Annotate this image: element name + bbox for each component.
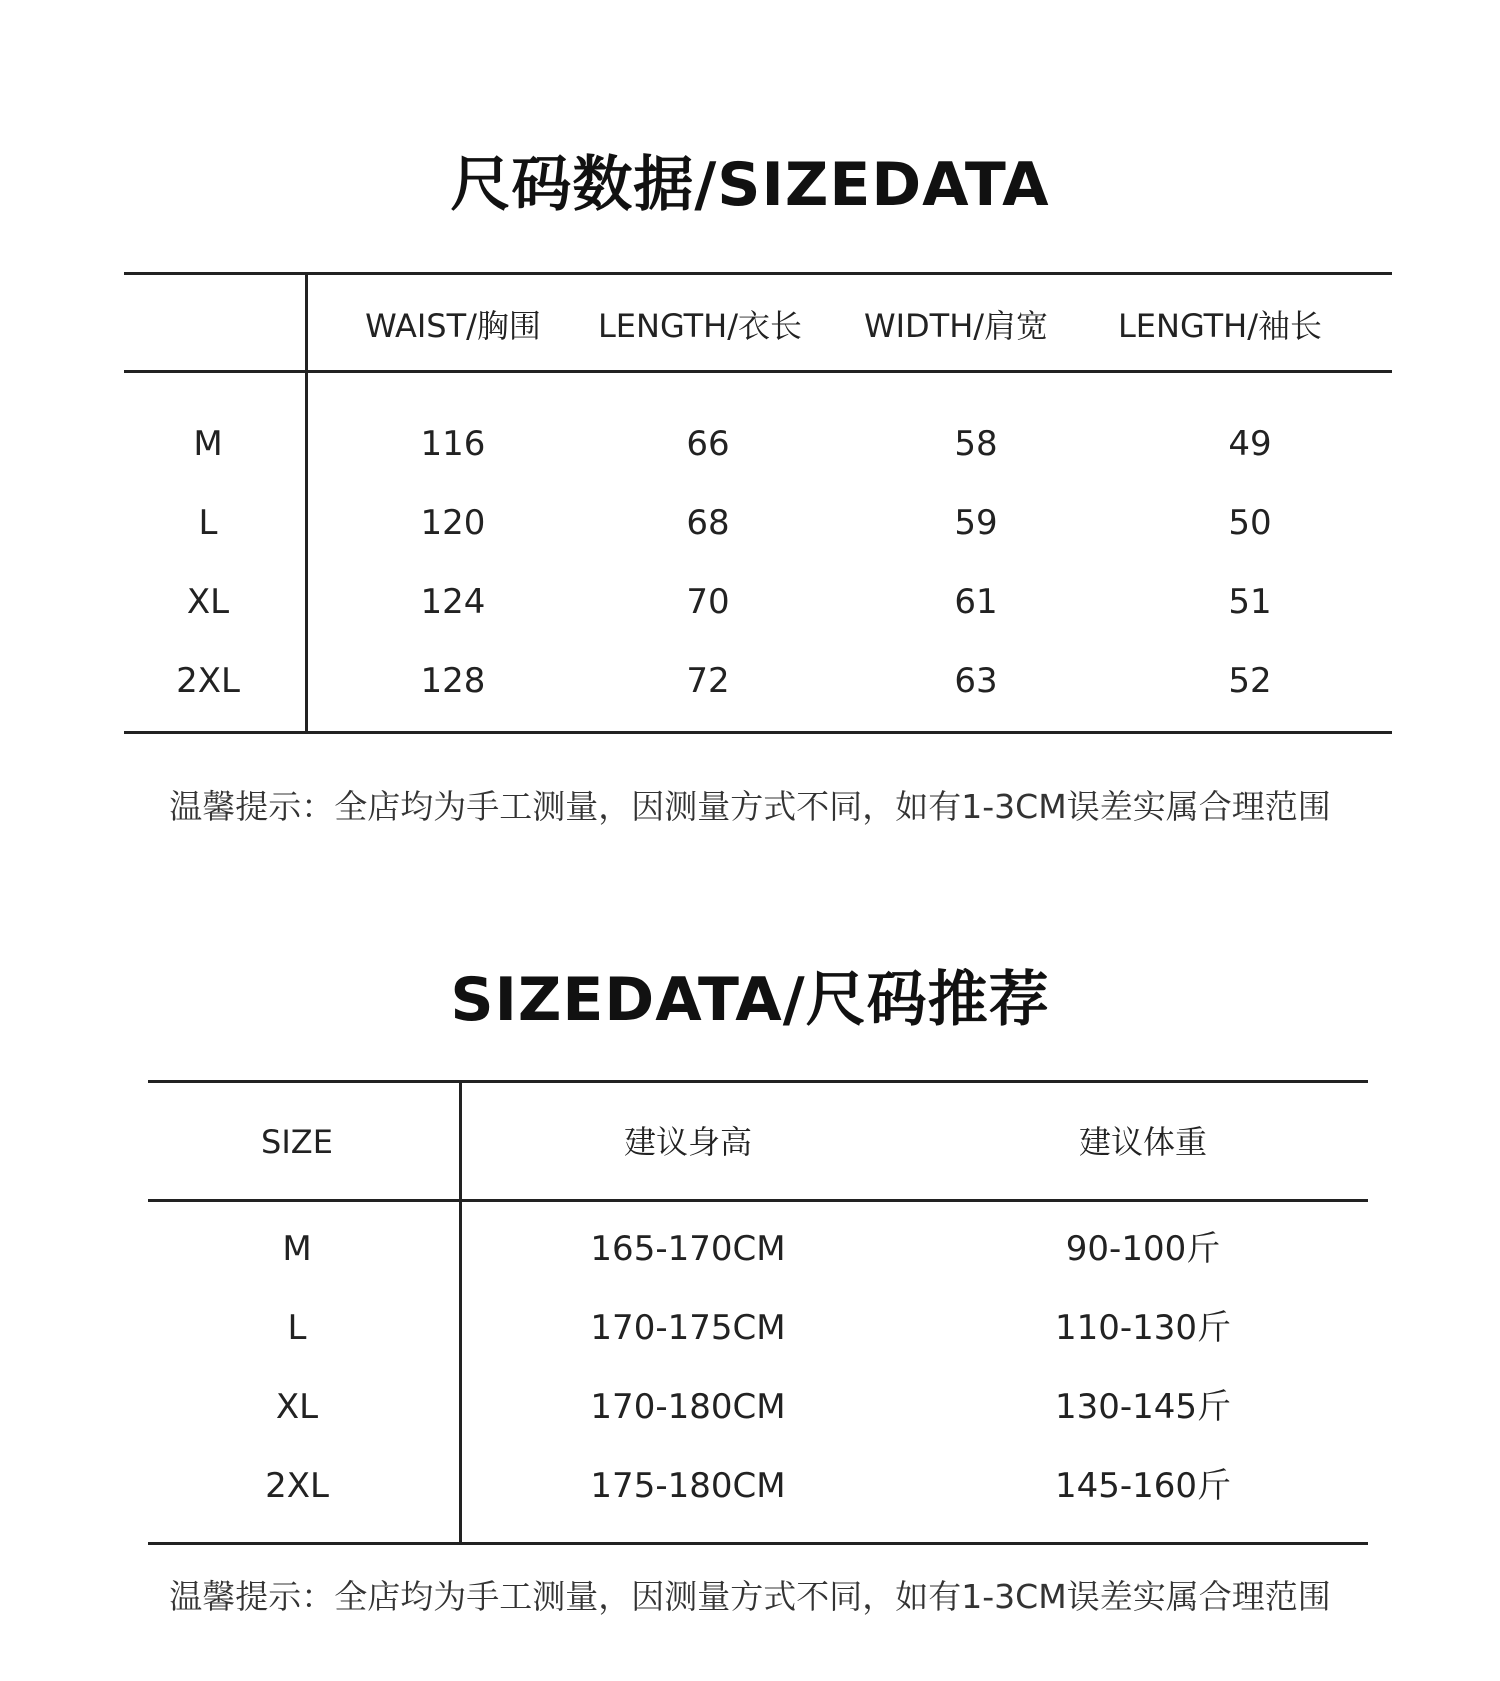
table2-size-cell: XL xyxy=(275,1387,319,1427)
table1-cell: 49 xyxy=(1228,424,1272,464)
table1-size-cell: 2XL xyxy=(176,661,240,701)
table2-bottom-rule xyxy=(148,1542,1368,1545)
table1-cell: 61 xyxy=(954,582,998,622)
table2-height-cell: 165-170CM xyxy=(590,1229,786,1269)
table1-bottom-rule xyxy=(124,731,1392,734)
size-data-title: 尺码数据/SIZEDATA xyxy=(450,150,1050,220)
table2-weight-cell: 110-130斤 xyxy=(1054,1308,1232,1348)
table1-cell: 128 xyxy=(420,661,486,701)
measurement-note: 温馨提示：全店均为手工测量，因测量方式不同，如有1-3CM误差实属合理范围 xyxy=(169,1577,1331,1616)
table2-size-cell: 2XL xyxy=(265,1466,329,1506)
table1-header-cell: WAIST/胸围 xyxy=(365,307,541,345)
table1-cell: 52 xyxy=(1228,661,1272,701)
table1-cell: 124 xyxy=(420,582,486,622)
table2-weight-cell: 90-100斤 xyxy=(1065,1229,1221,1269)
table2-header-rule xyxy=(148,1199,1368,1202)
table1-cell: 51 xyxy=(1228,582,1272,622)
table1-top-rule xyxy=(124,272,1392,275)
table1-cell: 66 xyxy=(686,424,730,464)
table1-header-cell: LENGTH/衣长 xyxy=(597,307,803,345)
table1-cell: 70 xyxy=(686,582,730,622)
table2-size-cell: M xyxy=(282,1229,312,1269)
table1-column-divider xyxy=(305,272,308,734)
table2-height-cell: 170-175CM xyxy=(590,1308,786,1348)
table1-header-rule xyxy=(124,370,1392,373)
table1-size-cell: M xyxy=(193,424,223,464)
table1-cell: 120 xyxy=(420,503,486,543)
table2-weight-cell: 130-145斤 xyxy=(1054,1387,1232,1427)
table2-column-divider xyxy=(459,1080,462,1545)
table2-header-cell: SIZE xyxy=(261,1123,333,1161)
table1-header-cell: LENGTH/袖长 xyxy=(1117,307,1323,345)
table1-cell: 68 xyxy=(686,503,730,543)
table1-size-cell: L xyxy=(198,503,218,543)
table2-size-cell: L xyxy=(287,1308,307,1348)
table1-cell: 63 xyxy=(954,661,998,701)
table1-cell: 116 xyxy=(420,424,486,464)
size-recommendation-title: SIZEDATA/尺码推荐 xyxy=(450,965,1050,1035)
table1-cell: 59 xyxy=(954,503,998,543)
measurement-note: 温馨提示：全店均为手工测量，因测量方式不同，如有1-3CM误差实属合理范围 xyxy=(169,787,1331,826)
table2-weight-cell: 145-160斤 xyxy=(1054,1466,1232,1506)
table2-top-rule xyxy=(148,1080,1368,1083)
table1-cell: 58 xyxy=(954,424,998,464)
table2-header-cell: 建议体重 xyxy=(1078,1123,1208,1161)
table1-cell: 50 xyxy=(1228,503,1272,543)
table1-cell: 72 xyxy=(686,661,730,701)
table2-height-cell: 175-180CM xyxy=(590,1466,786,1506)
table2-header-cell: 建议身高 xyxy=(623,1123,753,1161)
table1-header-cell: WIDTH/肩宽 xyxy=(863,307,1049,345)
table2-height-cell: 170-180CM xyxy=(590,1387,786,1427)
table1-size-cell: XL xyxy=(186,582,230,622)
